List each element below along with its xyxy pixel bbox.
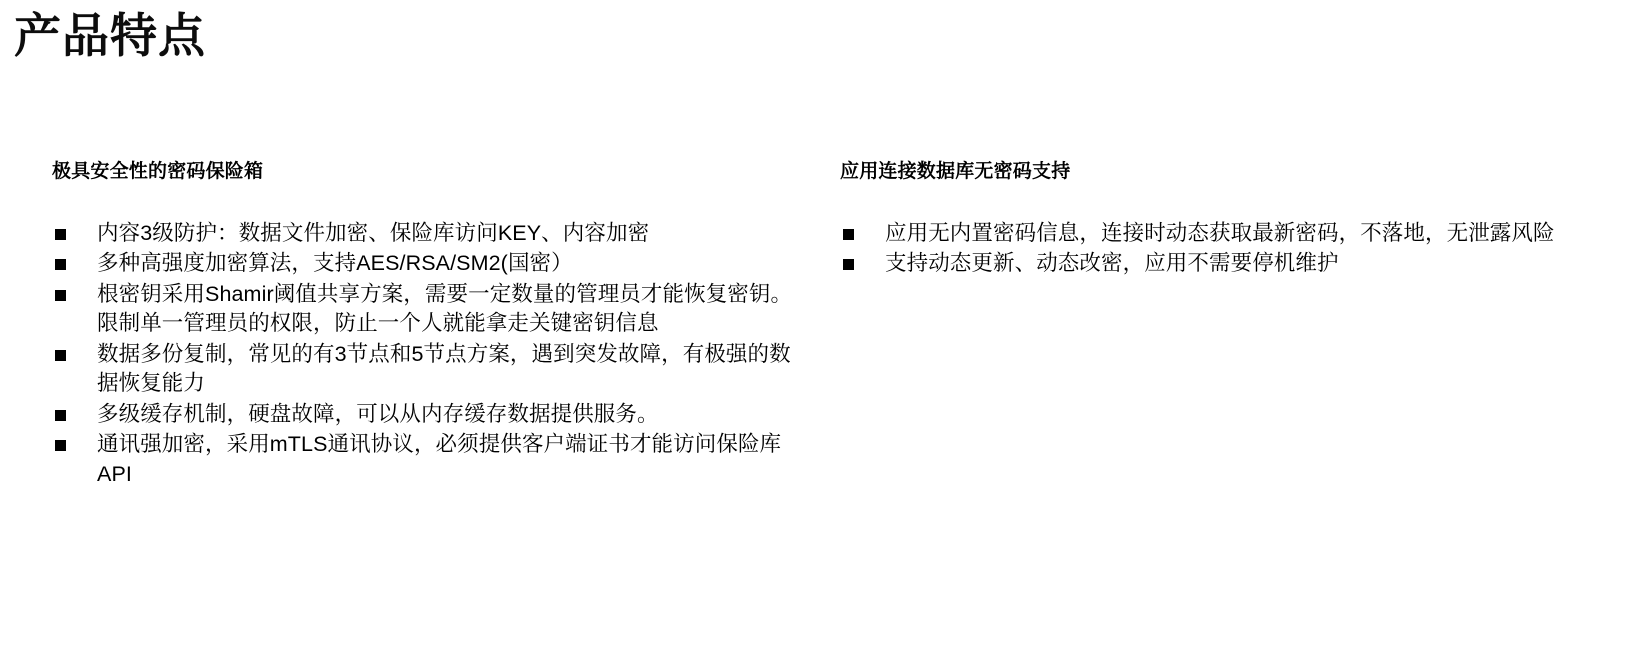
list-item-text: 多种高强度加密算法，支持AES/RSA/SM2(国密） [97, 251, 573, 276]
square-bullet-icon [55, 229, 66, 240]
list-item [52, 280, 810, 339]
square-bullet-icon [843, 229, 854, 240]
page-title: 产品特点 [14, 9, 206, 62]
square-bullet-icon [55, 350, 66, 361]
list-item [52, 249, 810, 279]
list-item-text: 支持动态更新、动态改密，应用不需要停机维护 [885, 251, 1339, 276]
column-left [0, 160, 840, 490]
list-item [52, 430, 810, 489]
list-item-text: 应用无内置密码信息，连接时动态获取最新密码，不落地，无泄露风险 [885, 220, 1555, 245]
list-item [840, 219, 1618, 249]
list-item-text: 通讯强加密，采用mTLS通讯协议，必须提供客户端证书才能访问保险库API [97, 432, 782, 486]
square-bullet-icon [55, 290, 66, 301]
list-item-text: 数据多份复制，常见的有3节点和5节点方案，遇到突发故障，有极强的数据恢复能力 [97, 341, 791, 396]
column-right-bullet-list [840, 219, 1618, 279]
column-right [840, 160, 1648, 490]
square-bullet-icon [55, 410, 66, 421]
content-columns [0, 160, 1648, 490]
column-left-heading: 极具安全性的密码保险箱 [52, 161, 264, 182]
square-bullet-icon [55, 440, 66, 451]
list-item [52, 340, 810, 399]
column-left-bullet-list [52, 219, 810, 490]
square-bullet-icon [55, 259, 66, 270]
list-item-text: 内容3级防护：数据文件加密、保险库访问KEY、内容加密 [97, 220, 650, 245]
column-right-heading: 应用连接数据库无密码支持 [840, 161, 1071, 182]
list-item-text: 多级缓存机制，硬盘故障，可以从内存缓存数据提供服务。 [97, 401, 659, 426]
list-item [52, 400, 810, 430]
square-bullet-icon [843, 259, 854, 270]
list-item-text: 根密钥采用Shamir阈值共享方案，需要一定数量的管理员才能恢复密钥。限制单一管理员的权限，防止一个人就能拿走关键密钥信息 [97, 281, 793, 336]
list-item [840, 249, 1618, 279]
list-item [52, 219, 810, 249]
